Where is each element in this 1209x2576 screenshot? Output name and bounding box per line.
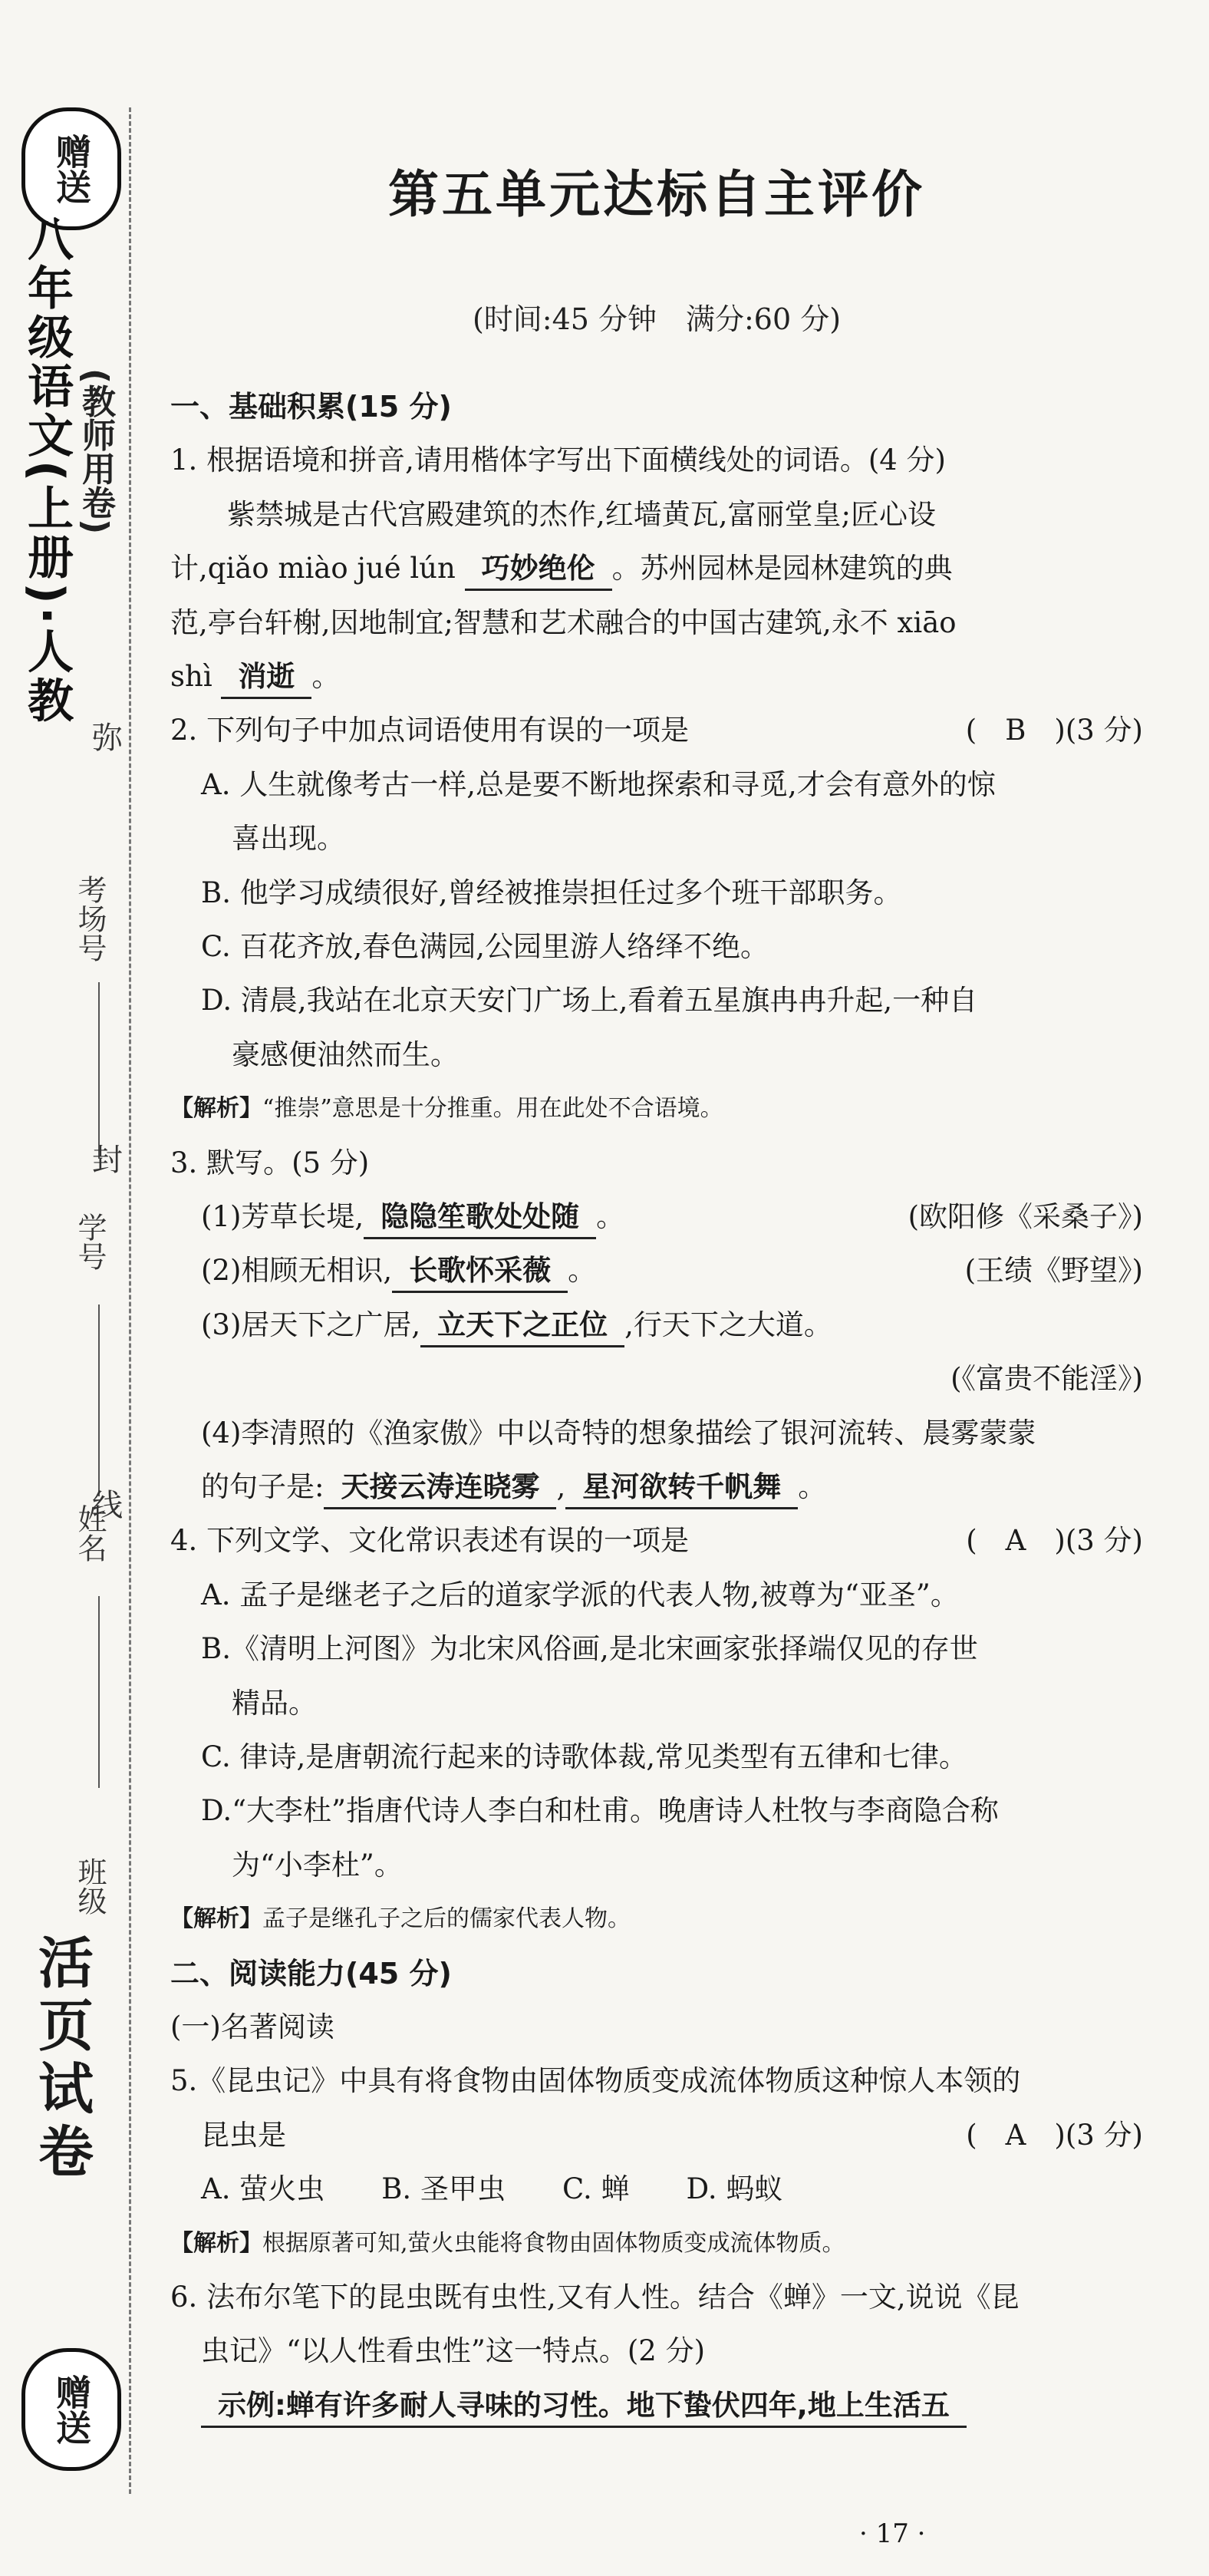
line-text: 一、基础积累(15 分) (170, 390, 452, 424)
line-text: A. 人生就像考古一样,总是要不断地探索和寻觅,才会有意外的惊 (201, 767, 996, 801)
line-text: 。 (568, 1254, 597, 1288)
seal-char-feng: 封 (92, 1143, 123, 1178)
text-line (232, 1681, 1143, 1727)
text-line (170, 600, 1143, 646)
answer-bracket: ( B )(3 分) (965, 714, 1143, 747)
text-line (201, 1248, 1143, 1294)
analysis-label: 【解析】 (170, 2229, 262, 2257)
text-line (201, 1626, 1143, 1672)
answer-blank: 立天下之正位 (420, 1305, 624, 1347)
seal-char-xian: 线 (92, 1488, 123, 1523)
answer-blank: 天接云涛连晓雾 (324, 1467, 556, 1509)
field-line-name[interactable] (98, 1596, 100, 1788)
section-heading (170, 384, 1143, 430)
section-heading (170, 1951, 1143, 1997)
text-line (201, 1302, 1143, 1348)
text-line (201, 1464, 1143, 1510)
page-title: 第五单元达标自主评价 (388, 165, 925, 224)
line-text: 。 (798, 1470, 827, 1503)
text-line (201, 2383, 1143, 2429)
line-text: 。 (311, 660, 341, 693)
exam-info: (时间:45 分钟 满分:60 分) (472, 302, 842, 336)
line-text: D.“大李杜”指唐代诗人李白和杜甫。晚唐诗人杜牧与李商隐合称 (201, 1794, 999, 1828)
text-line (232, 1842, 1143, 1888)
line-text: D. 清晨,我站在北京天安门广场上,看着五星旗冉冉升起,一种自 (201, 984, 978, 1018)
analysis-note (170, 1086, 1143, 1132)
text-line (170, 1518, 1143, 1564)
answer-blank: 巧妙绝伦 (465, 549, 612, 591)
text-line (201, 2113, 1143, 2159)
answer-bracket: (欧阳修《采桑子》) (908, 1200, 1143, 1233)
line-text: B. 他学习成绩很好,曾经被推崇担任过多个班干部职务。 (201, 876, 902, 909)
text-line (232, 1032, 1143, 1078)
answer-bracket: (《富贵不能淫》) (950, 1362, 1143, 1396)
text-line (232, 816, 1143, 862)
line-text: 二、阅读能力(45 分) (170, 1956, 452, 1991)
page-number: · 17 · (859, 2518, 926, 2549)
text-line (170, 1140, 1143, 1186)
answer-blank: 星河欲转千帆舞 (565, 1467, 798, 1509)
line-text: (一)名著阅读 (170, 2010, 334, 2043)
line-text: 。 (596, 1200, 625, 1233)
text-line (170, 546, 1143, 592)
line-text: 的句子是: (201, 1470, 324, 1503)
text-line (201, 2166, 1143, 2212)
line-text: (2)相顾无相识, (201, 1254, 393, 1288)
edition-label: (教师用卷) (76, 368, 115, 535)
answer-blank: 示例:蝉有许多耐人寻味的习性。地下蛰伏四年,地上生活五 (201, 2386, 967, 2428)
line-text: 孟子是继孔子之后的儒家代表人物。 (262, 1905, 631, 1933)
line-text: 紫禁城是古代宫殿建筑的杰作,红墙黄瓦,富丽堂皇;匠心设 (170, 497, 936, 531)
answer-bracket: ( A )(3 分) (966, 1524, 1143, 1558)
text-line (201, 1410, 1143, 1456)
line-text: 。苏州园林是园林建筑的典 (611, 552, 953, 585)
answer-bracket: (王绩《野望》) (964, 1254, 1143, 1288)
gift-badge-bottom: 赠送 (21, 2348, 121, 2471)
analysis-note (170, 1896, 1143, 1942)
line-text: 5.《昆虫记》中具有将食物由固体物质变成流体物质这种惊人本领的 (170, 2064, 1021, 2098)
text-line (201, 1572, 1143, 1618)
line-text: “推崇”意思是十分推重。用在此处不合语境。 (262, 1095, 723, 1123)
binding-margin (0, 0, 134, 2576)
line-text: ,行天下之大道。 (624, 1308, 832, 1341)
text-line (201, 1788, 1143, 1834)
line-text: 1. 根据语境和拼音,请用楷体字写出下面横线处的词语。(4 分) (170, 444, 946, 477)
text-line (170, 2274, 1143, 2320)
field-label-class: 班级 (73, 1857, 107, 1915)
answer-blank: 隐隐笙歌处处随 (364, 1197, 596, 1239)
line-text: 为“小李杜”。 (232, 1848, 403, 1882)
line-text: 2. 下列句子中加点词语使用有误的一项是 (170, 714, 690, 747)
analysis-label: 【解析】 (170, 1905, 262, 1933)
line-text: (3)居天下之广居, (201, 1308, 421, 1341)
field-label-exam-room: 考场号 (73, 875, 107, 962)
line-text: 根据原著可知,萤火虫能将食物由固体物质变成流体物质。 (262, 2229, 845, 2257)
line-text: 计,qiǎo miào jué lún (170, 552, 465, 585)
cut-line (129, 107, 131, 2494)
analysis-label: 【解析】 (170, 1095, 262, 1123)
line-text: , (556, 1470, 566, 1503)
line-text: shì (170, 660, 222, 693)
text-line (201, 1734, 1143, 1780)
field-label-name: 姓名 (73, 1504, 107, 1562)
text-line (201, 762, 1143, 808)
line-text: B.《清明上河图》为北宋风俗画,是北宋画家张择端仅见的存世 (201, 1632, 978, 1666)
text-line (170, 492, 1143, 538)
answer-blank: 消逝 (221, 657, 311, 699)
text-line (170, 707, 1143, 754)
text-line (201, 870, 1143, 916)
text-line (170, 654, 1143, 700)
text-line (201, 1194, 1143, 1240)
seal-char-mi: 弥 (92, 721, 123, 756)
field-line-exam-room[interactable] (98, 982, 100, 1159)
line-text: 豪感便油然而生。 (232, 1037, 459, 1071)
line-text: C. 百花齐放,春色满园,公园里游人络绎不绝。 (201, 930, 769, 963)
gift-badge-top: 赠送 (21, 107, 121, 230)
answer-bracket: ( A )(3 分) (966, 2118, 1143, 2152)
line-text: 昆虫是 (201, 2118, 286, 2152)
text-line (170, 437, 1143, 483)
text-line (170, 2004, 1143, 2050)
text-line (201, 2328, 1143, 2374)
analysis-note (170, 2221, 1143, 2267)
text-line (201, 924, 1143, 970)
series-title: 活页试卷 (29, 1934, 94, 2185)
answer-blank: 长歌怀采薇 (392, 1251, 568, 1293)
line-text: A. 萤火虫 B. 圣甲虫 C. 蝉 D. 蚂蚁 (201, 2172, 783, 2206)
field-label-student-id: 学号 (73, 1212, 107, 1271)
text-line (170, 2058, 1143, 2104)
line-text: (1)芳草长堤, (201, 1200, 364, 1233)
line-text: 范,亭台轩榭,因地制宜;智慧和艺术融合的中国古建筑,永不 xiāo (170, 605, 957, 639)
line-text: A. 孟子是继老子之后的道家学派的代表人物,被尊为“亚圣”。 (201, 1578, 959, 1611)
text-line (201, 978, 1143, 1024)
line-text: (4)李清照的《渔家傲》中以奇特的想象描绘了银河流转、晨雾蒙蒙 (201, 1416, 1036, 1450)
line-text: 精品。 (232, 1686, 317, 1720)
product-title: 八年级语文(上册)·人教 (20, 215, 74, 726)
line-text: 喜出现。 (232, 822, 345, 856)
field-line-student-id[interactable] (98, 1304, 100, 1496)
line-text: 3. 默写。(5 分) (170, 1146, 370, 1179)
line-text: 虫记》“以人性看虫性”这一特点。(2 分) (201, 2334, 706, 2368)
line-text: 6. 法布尔笔下的昆虫既有虫性,又有人性。结合《蝉》一文,说说《昆 (170, 2281, 1020, 2314)
line-text: C. 律诗,是唐朝流行起来的诗歌体裁,常见类型有五律和七律。 (201, 1740, 968, 1773)
line-text: 4. 下列文学、文化常识表述有误的一项是 (170, 1524, 690, 1558)
